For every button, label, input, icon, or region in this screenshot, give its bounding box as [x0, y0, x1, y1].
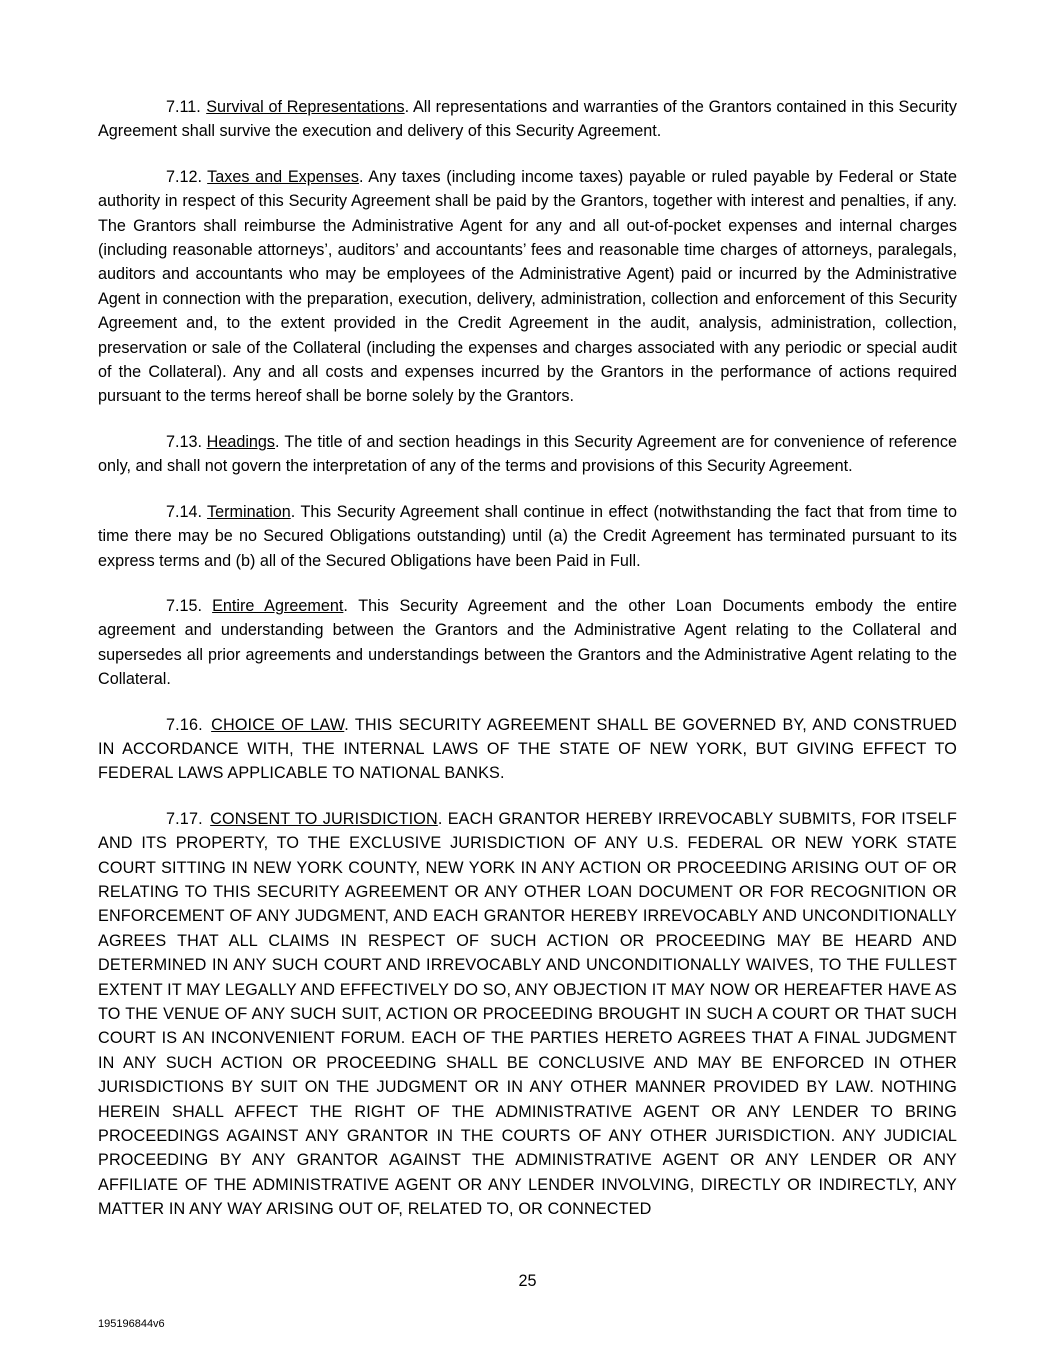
section-heading: Entire Agreement [212, 596, 344, 615]
section-text: . All representations and warranties of the Grantors contained in this Security Agreement shall survive the execution and delivery of this Security Agreement. [98, 98, 957, 141]
footer-document-code: 195196844v6 [98, 1318, 165, 1330]
section-text: . THIS SECURITY AGREEMENT SHALL BE GOVERNED BY, AND CONSTRUED IN ACCORDANCE WITH, THE INTERNAL LAWS OF THE STATE OF NEW YORK, BUT GIVING EFFECT TO FEDERAL LAWS APPLICABLE TO NATIONAL BANKS. [98, 715, 957, 783]
section-number: 7.13. [166, 432, 203, 451]
section-number: 7.12. [166, 167, 203, 186]
document-body [98, 95, 957, 1222]
section-text: . This Security Agreement shall continue in effect (notwithstanding the fact that from time to time there may be no Secured Obligations outstanding) until (a) the Credit Agreement has terminated pursuant to its express terms and (b) all of the Secured Obligations have been Paid in Full. [98, 502, 957, 570]
section-7-11 [98, 95, 957, 144]
section-heading: Taxes and Expenses [207, 167, 359, 186]
section-text: . The title of and section headings in this Security Agreement are for convenience of reference only, and shall not govern the interpretation of any of the terms and provisions of this Security Agreement. [98, 432, 957, 476]
section-7-12 [98, 165, 957, 409]
section-heading: Survival of Representations [206, 98, 405, 116]
section-number: 7.16. [166, 715, 203, 734]
section-heading: Headings [206, 432, 276, 451]
section-text: . This Security Agreement and the other Loan Documents embody the entire agreement and understanding between the Grantors and the Administrative Agent relating to the Collateral and supersedes all prior agreements and understandings between the Grantors and the Administrative Agent relating to the Collateral. [98, 596, 957, 689]
section-7-13 [98, 430, 957, 479]
section-text: . Any taxes (including income taxes) payable or ruled payable by Federal or State authority in respect of this Security Agreement shall be paid by the Grantors, together with interest and penalties, if any. The Grantors shall reimburse the Administrative Agent for any and all out-of-pocket expenses and internal charges (including reasonable attorneys’, auditors’ and accountants’ fees and reasonable time charges of attorneys, paralegals, auditors and accountants who may be employees of the Administrative Agent) paid or incurred by the Administrative Agent in connection with the preparation, execution, delivery, administration, collection and enforcement of this Security Agreement and, to the extent provided in the Credit Agreement in the audit, analysis, administration, collection, preservation or sale of the Collateral (including the expenses and charges associated with any periodic or special audit of the Collateral). Any and all costs and expenses incurred by the Grantors in the performance of actions required pursuant to the terms hereof shall be borne solely by the Grantors. [98, 167, 957, 406]
section-7-16 [98, 713, 957, 786]
section-heading: Termination [207, 502, 291, 521]
section-number: 7.15. [166, 596, 203, 615]
section-7-15 [98, 594, 957, 692]
section-heading: CHOICE OF LAW [211, 715, 345, 734]
section-number: 7.14. [166, 502, 203, 521]
section-7-14 [98, 500, 957, 573]
section-number: 7.11. [166, 98, 201, 116]
section-text: . EACH GRANTOR HEREBY IRREVOCABLY SUBMITS, FOR ITSELF AND ITS PROPERTY, TO THE EXCLUSIVE JURISDICTION OF ANY U.S. FEDERAL OR NEW YORK STATE COURT SITTING IN NEW YORK COUNTY, NEW YORK IN ANY ACTION OR PROCEEDING ARISING OUT OF OR RELATING TO THIS SECURITY AGREEMENT OR ANY OTHER LOAN DOCUMENT OR FOR RECOGNITION OR ENFORCEMENT OF ANY JUDGMENT, AND EACH GRANTOR HEREBY IRREVOCABLY AND UNCONDITIONALLY AGREES THAT ALL CLAIMS IN RESPECT OF SUCH ACTION OR PROCEEDING MAY BE HEARD AND DETERMINED IN ANY SUCH COURT AND IRREVOCABLY AND UNCONDITIONALLY WAIVES, TO THE FULLEST EXTENT IT MAY LEGALLY AND EFFECTIVELY DO SO, ANY OBJECTION IT MAY NOW OR HEREAFTER HAVE AS TO THE VENUE OF ANY SUCH SUIT, ACTION OR PROCEEDING BROUGHT IN SUCH A COURT OR THAT SUCH COURT IS AN INCONVENIENT FORUM. EACH OF THE PARTIES HERETO AGREES THAT A FINAL JUDGMENT IN ANY SUCH ACTION OR PROCEEDING SHALL BE CONCLUSIVE AND MAY BE ENFORCED IN OTHER JURISDICTIONS BY SUIT ON THE JUDGMENT OR IN ANY OTHER MANNER PROVIDED BY LAW. NOTHING HEREIN SHALL AFFECT THE RIGHT OF THE ADMINISTRATIVE AGENT OR ANY LENDER TO BRING PROCEEDINGS AGAINST ANY GRANTOR IN THE COURTS OF ANY OTHER JURISDICTION. ANY JUDICIAL PROCEEDING BY ANY GRANTOR AGAINST THE ADMINISTRATIVE AGENT OR ANY LENDER OR ANY AFFILIATE OF THE ADMINISTRATIVE AGENT OR ANY LENDER INVOLVING, DIRECTLY OR INDIRECTLY, ANY MATTER IN ANY WAY ARISING OUT OF, RELATED TO, OR CONNECTED [98, 809, 957, 1219]
page-number: 25 [518, 1272, 537, 1290]
section-heading: CONSENT TO JURISDICTION [210, 809, 438, 828]
section-7-17 [98, 807, 957, 1222]
section-number: 7.17. [166, 809, 203, 828]
